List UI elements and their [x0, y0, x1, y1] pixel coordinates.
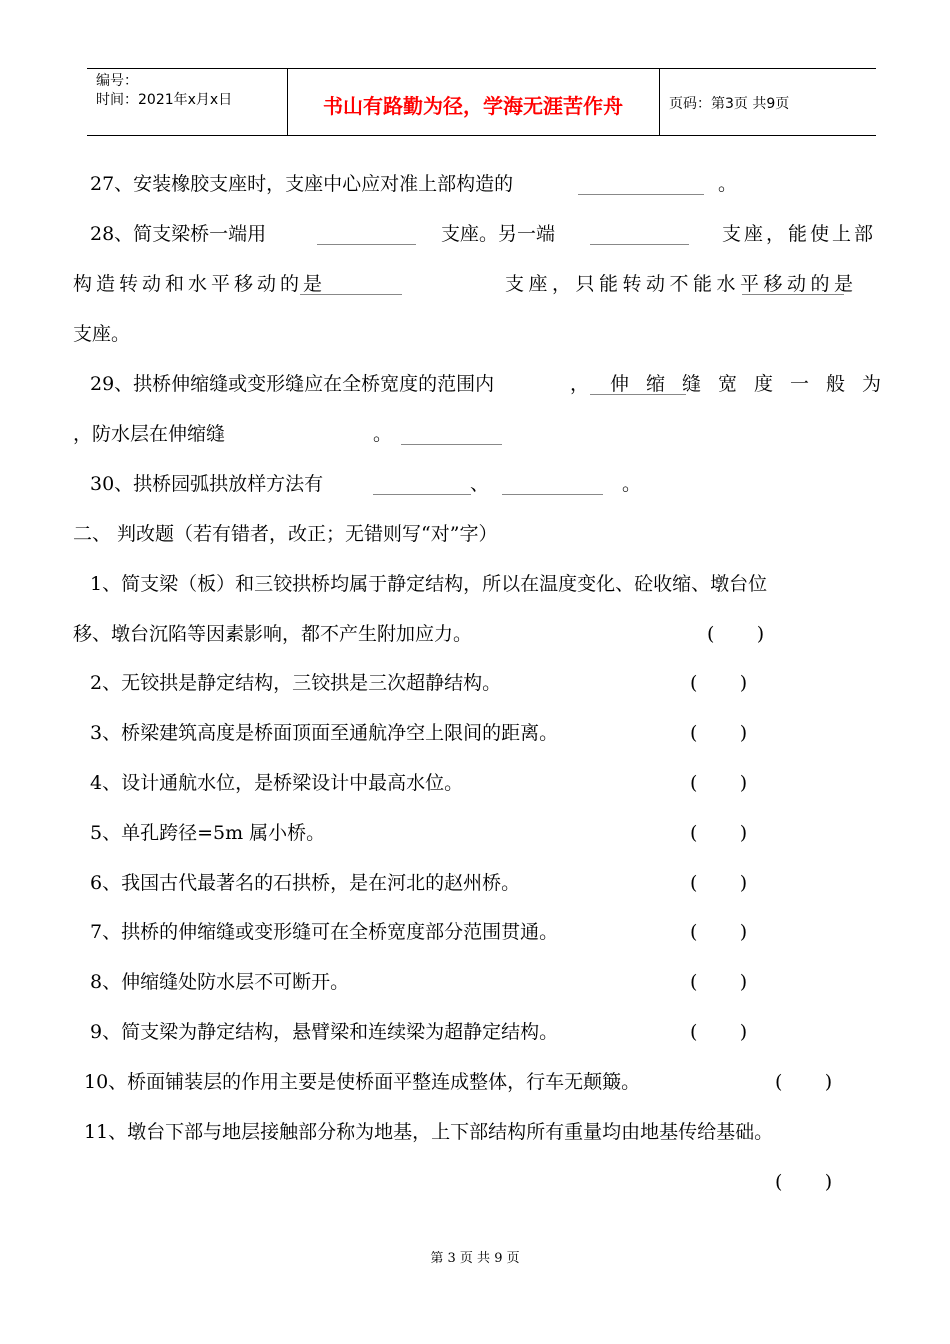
q27-text: 27、安装橡胶支座时，支座中心应对准上部构造的	[90, 173, 514, 195]
q27-blank[interactable]	[578, 194, 704, 195]
header-bottom-rule	[87, 135, 876, 136]
judge-item-6-answer[interactable]: ( )	[690, 872, 748, 894]
header-motto: 书山有路勤为径，学海无涯苦作舟	[323, 94, 623, 118]
header-number-label: 编号：	[96, 73, 138, 89]
q27-end: 。	[718, 173, 738, 195]
judge-item-11-answer[interactable]: ( )	[775, 1171, 833, 1193]
judge-item-4-answer[interactable]: ( )	[690, 772, 748, 794]
q28-blank-3[interactable]	[300, 294, 402, 295]
judge-item-5: 5、单孔跨径=5m 属小桥。	[90, 822, 326, 844]
judge-item-8: 8、伸缩缝处防水层不可断开。	[90, 971, 350, 993]
q28-blank-4[interactable]	[742, 294, 844, 295]
q29-blank-2[interactable]	[401, 444, 502, 445]
header-page-code: 页码：第3页 共9页	[669, 96, 790, 112]
judge-item-5-answer[interactable]: ( )	[690, 822, 748, 844]
header-time-label: 时间：2021年x月x日	[96, 92, 233, 108]
q30-text: 30、拱桥园弧拱放样方法有	[90, 473, 324, 495]
header-top-rule	[87, 68, 876, 69]
q30-end: 。	[622, 473, 642, 495]
q28-line1-c: 支座，能使上部	[722, 223, 877, 245]
q28-line1-a: 28、简支梁桥一端用	[90, 223, 267, 245]
q30-sep: 、	[470, 473, 490, 495]
judge-item-6: 6、我国古代最著名的石拱桥，是在河北的赵州桥。	[90, 872, 521, 894]
q29-line2-a: ，防水层在伸缩缝	[73, 423, 226, 445]
q28-line1-b: 支座。另一端	[441, 223, 556, 245]
judge-item-8-answer[interactable]: ( )	[690, 971, 748, 993]
judge-item-10-answer[interactable]: ( )	[775, 1071, 833, 1093]
q29-line1-a: 29、拱桥伸缩缝或变形缝应在全桥宽度的范围内	[90, 373, 495, 395]
judge-item-9: 9、简支梁为静定结构，悬臂梁和连续梁为超静定结构。	[90, 1021, 559, 1043]
judge-item-3: 3、桥梁建筑高度是桥面顶面至通航净空上限间的距离。	[90, 722, 559, 744]
judge-item-2: 2、无铰拱是静定结构，三铰拱是三次超静结构。	[90, 672, 502, 694]
judge-item-1-answer[interactable]: ( )	[707, 623, 765, 645]
header-divider-right	[659, 68, 660, 135]
judge-item-4: 4、设计通航水位，是桥梁设计中最高水位。	[90, 772, 464, 794]
q28-line2-a: 构造转动和水平移动的是	[73, 273, 327, 295]
judge-item-7: 7、拱桥的伸缩缝或变形缝可在全桥宽度部分范围贯通。	[90, 921, 559, 943]
q30-blank-1[interactable]	[373, 494, 471, 495]
q28-line3: 支座。	[73, 323, 131, 345]
judge-item-1-line1: 1、简支梁（板）和三铰拱桥均属于静定结构，所以在温度变化、砼收缩、墩台位	[90, 573, 768, 595]
section2-title: 二、 判改题（若有错者，改正；无错则写“对”字）	[73, 523, 498, 545]
judge-item-1-line2: 移、墩台沉陷等因素影响，都不产生附加应力。	[73, 623, 473, 645]
judge-item-11: 11、墩台下部与地层接触部分称为地基，上下部结构所有重量均由地基传给基础。	[84, 1121, 774, 1143]
page-footer: 第 3 页 共 9 页	[430, 1251, 520, 1266]
q28-line2-b: 支座，只能转动不能水平移动的是	[505, 273, 858, 295]
q29-line1-b: ，	[570, 373, 590, 395]
judge-item-10: 10、桥面铺装层的作用主要是使桥面平整连成整体，行车无颠簸。	[84, 1071, 641, 1093]
judge-item-7-answer[interactable]: ( )	[690, 921, 748, 943]
judge-item-3-answer[interactable]: ( )	[690, 722, 748, 744]
q28-blank-1[interactable]	[317, 244, 416, 245]
judge-item-2-answer[interactable]: ( )	[690, 672, 748, 694]
q28-blank-2[interactable]	[590, 244, 689, 245]
q29-line2-b: 。	[373, 423, 393, 445]
judge-item-9-answer[interactable]: ( )	[690, 1021, 748, 1043]
q29-line1-c: 伸缩缝宽度一般为	[610, 373, 899, 395]
q30-blank-2[interactable]	[502, 494, 603, 495]
